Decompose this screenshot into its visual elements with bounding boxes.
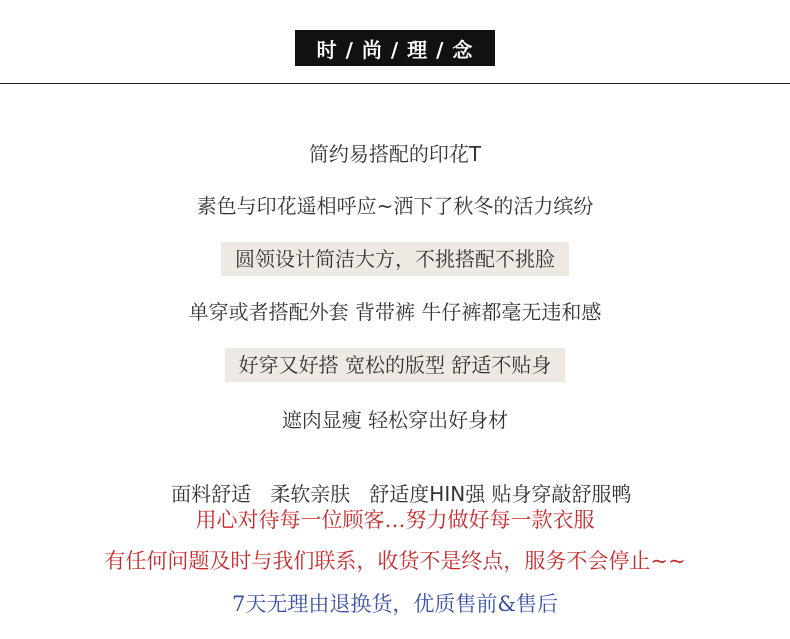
text-line-7-label: 面料舒适 柔软亲肤 舒适度HIN强 贴身穿敲舒服鸭 [171, 482, 632, 506]
text-line-2 [0, 192, 790, 220]
text-line-4-label: 单穿或者搭配外套 背带裤 牛仔裤都毫无违和感 [188, 300, 602, 324]
text-line-7 [0, 452, 790, 508]
text-line-6 [0, 406, 790, 434]
service-line-2-label: 有任何问题及时与我们联系，收货不是终点，服务不会停止~~ [104, 549, 686, 573]
divider [0, 83, 790, 84]
text-line-3 [0, 242, 790, 276]
text-line-2-label: 素色与印花遥相呼应~洒下了秋冬的活力缤纷 [196, 194, 594, 218]
section-title-text: 时 / 尚 / 理 / 念 [316, 37, 474, 62]
text-line-1-label: 简约易搭配的印花T [308, 142, 482, 166]
service-line-3-label: 7天无理由退换货，优质售前&售后 [231, 592, 559, 616]
service-line-1 [0, 506, 790, 534]
highlight-line-3: 圆领设计简洁大方，不挑搭配不挑脸 [221, 242, 569, 276]
text-line-4 [0, 298, 790, 326]
text-line-6-label: 遮肉显瘦 轻松穿出好身材 [281, 408, 509, 432]
text-line-5 [0, 348, 790, 382]
service-line-3 [0, 590, 790, 618]
highlight-line-5: 好穿又好搭 宽松的版型 舒适不贴身 [225, 348, 566, 382]
service-line-2 [0, 547, 790, 575]
service-line-1-label: 用心对待每一位顾客…努力做好每一款衣服 [195, 508, 595, 532]
section-title [295, 30, 495, 66]
text-line-1 [0, 140, 790, 168]
